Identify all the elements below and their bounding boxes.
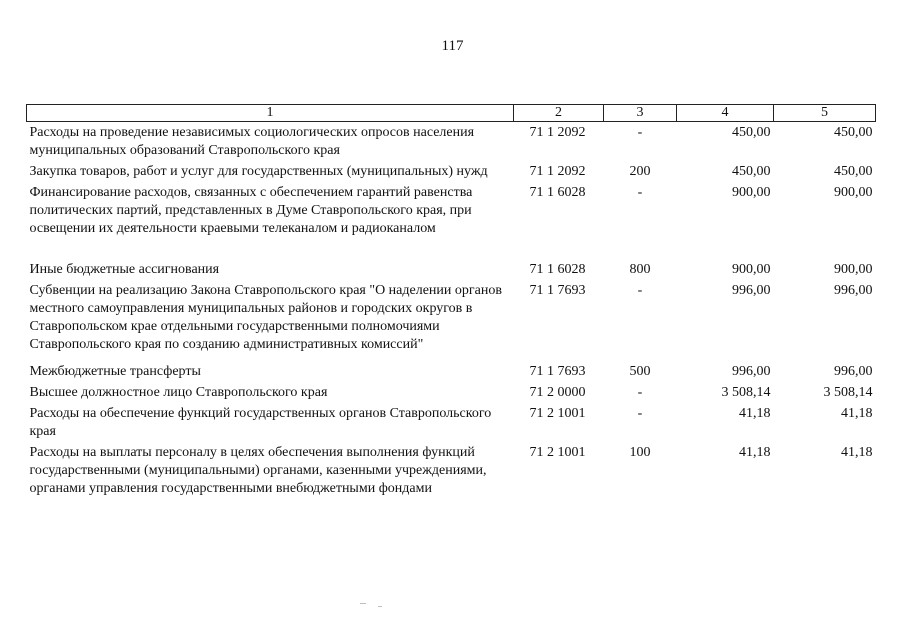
row-code: 71 1 6028 xyxy=(529,262,586,277)
table-row xyxy=(27,122,876,164)
row-code: 71 1 2092 xyxy=(529,164,586,179)
row-sum-col5: 900,00 xyxy=(834,262,873,277)
table-row xyxy=(27,444,876,501)
row-sum-col5: 3 508,14 xyxy=(823,385,873,400)
table-row xyxy=(27,357,876,384)
row-expense-type: - xyxy=(637,283,643,298)
row-code: 71 2 1001 xyxy=(529,445,586,460)
row-sum-col4: 450,00 xyxy=(732,125,771,140)
page-number: 117 xyxy=(441,38,464,54)
column-header-3: 3 xyxy=(604,105,677,122)
row-name: Закупка товаров, работ и услуг для государственных (муниципальных) нужд xyxy=(29,164,488,179)
row-sum-col4: 3 508,14 xyxy=(721,385,771,400)
scan-artifact xyxy=(360,603,366,604)
row-code: 71 2 0000 xyxy=(529,385,586,400)
row-expense-type: 100 xyxy=(629,445,651,460)
row-name: Финансирование расходов, связанных с обеспечением гарантий равенства политических партий, представленных в Думе Ставропольского края, при освещении их деятельности краевыми телеканалом и радиоканалом xyxy=(29,185,473,236)
row-code: 71 1 7693 xyxy=(529,364,586,379)
row-code: 71 1 7693 xyxy=(529,283,586,298)
column-header-2: 2 xyxy=(514,105,604,122)
table-header-row xyxy=(27,105,876,122)
row-sum-col5: 41,18 xyxy=(841,445,873,460)
table-row xyxy=(27,163,876,184)
table-row xyxy=(27,282,876,357)
table-row xyxy=(27,184,876,241)
table-row xyxy=(27,241,876,282)
budget-table xyxy=(26,104,876,501)
column-header-1: 1 xyxy=(27,105,514,122)
row-sum-col5: 996,00 xyxy=(834,283,873,298)
row-name: Расходы на обеспечение функций государственных органов Ставропольского края xyxy=(29,406,492,439)
column-header-5: 5 xyxy=(774,105,876,122)
column-header-4: 4 xyxy=(677,105,774,122)
row-expense-type: 200 xyxy=(629,164,651,179)
table-row xyxy=(27,384,876,405)
row-name: Высшее должностное лицо Ставропольского края xyxy=(29,385,328,400)
row-sum-col4: 41,18 xyxy=(739,406,771,421)
row-name: Иные бюджетные ассигнования xyxy=(29,262,220,277)
row-name: Субвенции на реализацию Закона Ставропольского края "О наделении органов местного самоуправления муниципальных районов и городских округов в Ставропольском крае отдельными государственными полномочиями Ставропольского края по созданию административных комиссий" xyxy=(29,283,502,352)
row-name: Расходы на выплаты персоналу в целях обеспечения выполнения функций государственными (муниципальными) органами, казенными учреждениями, органами управления государственными внебюджетными фондами xyxy=(29,445,487,496)
row-code: 71 2 1001 xyxy=(529,406,586,421)
row-name: Межбюджетные трансферты xyxy=(29,364,201,379)
row-sum-col4: 996,00 xyxy=(732,283,771,298)
row-expense-type: - xyxy=(637,125,643,140)
row-sum-col5: 41,18 xyxy=(841,406,873,421)
row-sum-col5: 450,00 xyxy=(834,125,873,140)
row-sum-col4: 41,18 xyxy=(739,445,771,460)
row-expense-type: - xyxy=(637,185,643,200)
row-expense-type: - xyxy=(637,406,643,421)
row-expense-type: - xyxy=(637,385,643,400)
row-sum-col4: 450,00 xyxy=(732,164,771,179)
row-expense-type: 800 xyxy=(629,262,651,277)
row-sum-col5: 900,00 xyxy=(834,185,873,200)
row-code: 71 1 6028 xyxy=(529,185,586,200)
table-row xyxy=(27,405,876,444)
row-sum-col5: 996,00 xyxy=(834,364,873,379)
row-sum-col4: 900,00 xyxy=(732,262,771,277)
row-sum-col5: 450,00 xyxy=(834,164,873,179)
scan-artifact xyxy=(378,606,382,607)
row-sum-col4: 900,00 xyxy=(732,185,771,200)
row-code: 71 1 2092 xyxy=(529,125,586,140)
row-expense-type: 500 xyxy=(629,364,651,379)
row-name: Расходы на проведение независимых социологических опросов населения муниципальных образований Ставропольского края xyxy=(29,125,475,158)
row-sum-col4: 996,00 xyxy=(732,364,771,379)
